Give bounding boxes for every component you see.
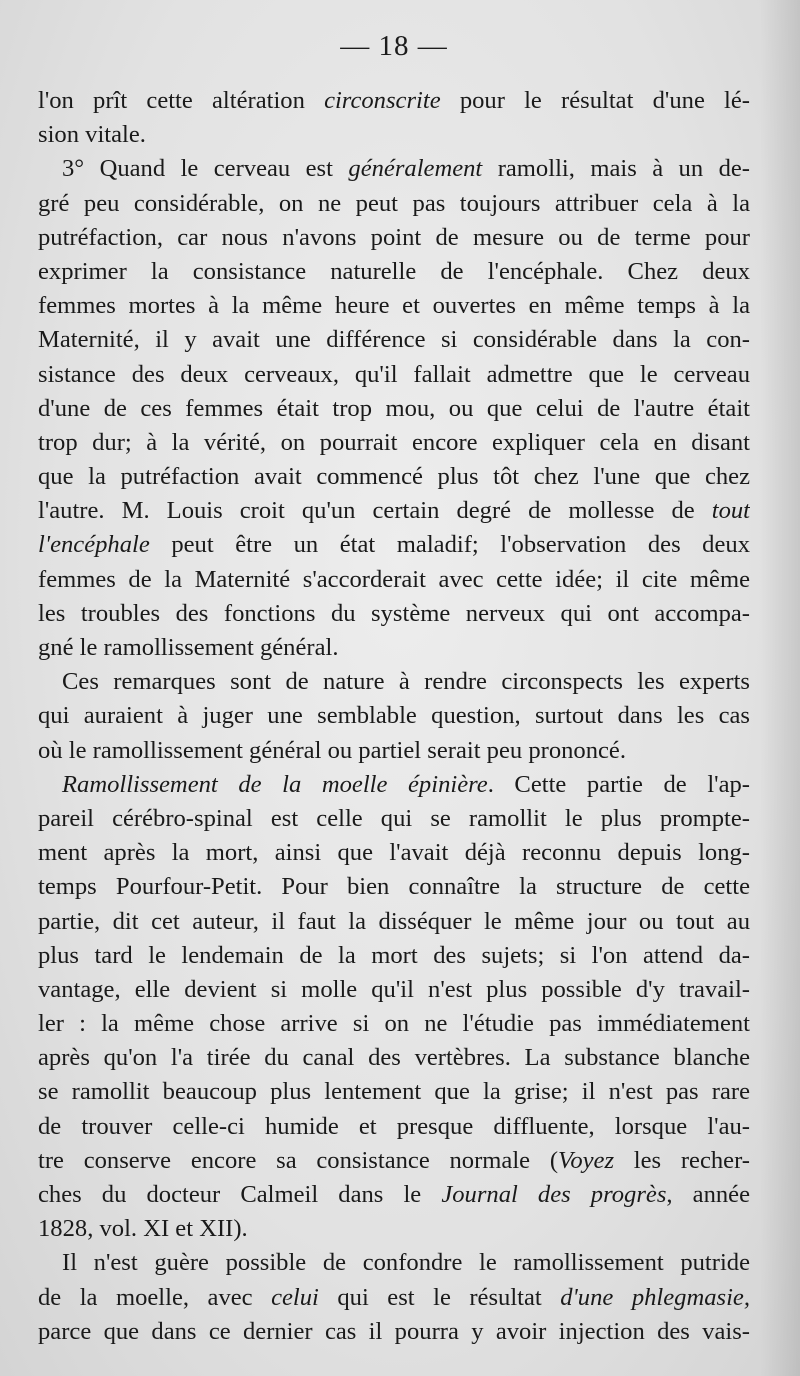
text-line xyxy=(38,1041,750,1075)
text-line xyxy=(38,1212,750,1246)
text-line xyxy=(38,734,750,768)
book-page xyxy=(38,0,750,1376)
text-line xyxy=(38,939,750,973)
text-line xyxy=(38,1110,750,1144)
text-segment: les recher- xyxy=(614,1146,750,1174)
text-segment: 3° Quand le cerveau est xyxy=(62,155,349,183)
text-segment: tre conserve encore sa consistance normale ( xyxy=(38,1146,559,1174)
italic-text: généralement xyxy=(348,155,483,183)
text-line xyxy=(38,221,750,255)
text-line xyxy=(38,1075,750,1109)
text-segment: temps Pourfour-Petit. Pour bien connaître la structure de cette xyxy=(38,873,750,901)
text-segment: sistance des deux cerveaux, qu'il fallait admettre que le cerveau xyxy=(38,360,750,388)
text-line xyxy=(38,1178,750,1212)
text-segment: sion vitale. xyxy=(38,121,146,149)
text-line xyxy=(38,358,750,392)
text-line xyxy=(38,494,750,528)
text-segment: femmes mortes à la même heure et ouvertes en même temps à la xyxy=(38,292,750,320)
text-segment: l'autre. M. Louis croit qu'un certain degré de mollesse de xyxy=(38,497,712,525)
text-segment: de la moelle, avec xyxy=(38,1283,272,1311)
text-line xyxy=(38,187,750,221)
text-line xyxy=(38,1144,750,1178)
text-line xyxy=(38,597,750,631)
text-segment: qui auraient à juger une semblable question, surtout dans les cas xyxy=(38,702,750,730)
text-line xyxy=(38,255,750,289)
text-segment: peut être un état maladif; l'observation des deux xyxy=(149,531,750,559)
text-segment: trop dur; à la vérité, on pourrait encore expliquer cela en disant xyxy=(38,428,750,456)
text-line xyxy=(38,870,750,904)
text-line xyxy=(38,905,750,939)
text-segment: parce que dans ce dernier cas il pourra y avoir injection des vais- xyxy=(38,1317,750,1345)
italic-text: l'encéphale xyxy=(38,531,150,559)
text-segment: partie, dit cet auteur, il faut la disséquer le même jour ou tout au xyxy=(38,907,750,935)
text-line xyxy=(38,973,750,1007)
text-segment: gné le ramollissement général. xyxy=(38,634,339,661)
text-segment: , année xyxy=(666,1181,750,1208)
text-segment: ment après la mort, ainsi que l'avait déjà reconnu depuis long- xyxy=(38,839,750,867)
text-line xyxy=(38,1007,750,1041)
italic-text: Ramollissement de la moelle épinière xyxy=(62,770,488,798)
text-segment: plus tard le lendemain de la mort des sujets; si l'on attend da- xyxy=(38,941,750,969)
text-segment: où le ramollissement général ou partiel serait peu prononcé. xyxy=(38,736,626,764)
text-segment: gré peu considérable, on ne peut pas toujours attribuer cela à la xyxy=(38,189,750,217)
text-line xyxy=(38,563,750,597)
text-segment: vantage, elle devient si molle qu'il n'est plus possible d'y travail- xyxy=(38,975,750,1003)
text-line xyxy=(38,323,750,357)
text-segment: se ramollit beaucoup plus lentement que la grise; il n'est pas rare xyxy=(38,1078,750,1106)
text-segment: Ces remarques sont de nature à rendre circonspects les experts xyxy=(62,668,750,696)
text-line xyxy=(38,699,750,733)
text-segment: les troubles des fonctions du système nerveux qui ont accompa- xyxy=(38,599,750,627)
text-segment: ramolli, mais à un de- xyxy=(482,155,750,183)
text-segment: de trouver celle-ci humide et presque diffluente, lorsque l'au- xyxy=(38,1112,750,1140)
text-segment: putréfaction, car nous n'avons point de mesure ou de terme pour xyxy=(38,223,750,251)
text-segment: . Cette partie de l'ap- xyxy=(487,770,750,798)
text-line xyxy=(38,392,750,426)
text-line xyxy=(38,84,750,118)
text-segment: qui est le résultat xyxy=(318,1283,561,1311)
text-segment: que la putréfaction avait commencé plus tôt chez l'une que chez xyxy=(38,463,750,491)
page-number: — 18 — xyxy=(340,30,448,62)
text-line xyxy=(38,631,750,665)
text-line xyxy=(38,426,750,460)
text-segment: Il n'est guère possible de confondre le ramollissement putride xyxy=(62,1249,750,1277)
text-line xyxy=(38,802,750,836)
text-segment: d'une de ces femmes était trop mou, ou que celui de l'autre était xyxy=(38,394,750,422)
italic-text: Voyez xyxy=(558,1146,615,1174)
italic-text: celui xyxy=(271,1283,319,1311)
text-line xyxy=(38,289,750,323)
text-line xyxy=(38,528,750,562)
body-text xyxy=(38,84,750,1349)
text-segment: Maternité, il y avait une différence si considérable dans la con- xyxy=(38,326,750,354)
text-segment: l'on prît cette altération xyxy=(38,87,325,114)
page-edge-shadow xyxy=(760,0,800,1376)
text-line xyxy=(38,768,750,802)
italic-text: tout xyxy=(711,497,750,525)
text-segment: ler : la même chose arrive si on ne l'étudie pas immédiatement xyxy=(38,1010,750,1038)
text-line xyxy=(38,836,750,870)
text-segment: femmes de la Maternité s'accorderait avec cette idée; il cite même xyxy=(38,565,750,593)
italic-text: d'une phlegmasie, xyxy=(560,1283,750,1311)
text-segment: 1828, vol. XI et XII). xyxy=(38,1215,248,1243)
text-line xyxy=(38,1315,750,1349)
text-line xyxy=(38,1281,750,1315)
text-line xyxy=(38,665,750,699)
text-segment: ches du docteur Calmeil dans le xyxy=(38,1181,442,1208)
italic-text: Journal des progrès xyxy=(441,1181,667,1208)
text-segment: exprimer la consistance naturelle de l'encéphale. Chez deux xyxy=(38,257,750,285)
text-segment: pour le résultat d'une lé- xyxy=(440,87,750,114)
text-segment: après qu'on l'a tirée du canal des vertèbres. La substance blanche xyxy=(38,1044,750,1072)
text-line xyxy=(38,118,750,152)
italic-text: circonscrite xyxy=(324,87,441,114)
text-line xyxy=(38,152,750,186)
text-line xyxy=(38,460,750,494)
text-segment: pareil cérébro-spinal est celle qui se ramollit le plus prompte- xyxy=(38,804,750,832)
text-line xyxy=(38,1246,750,1280)
